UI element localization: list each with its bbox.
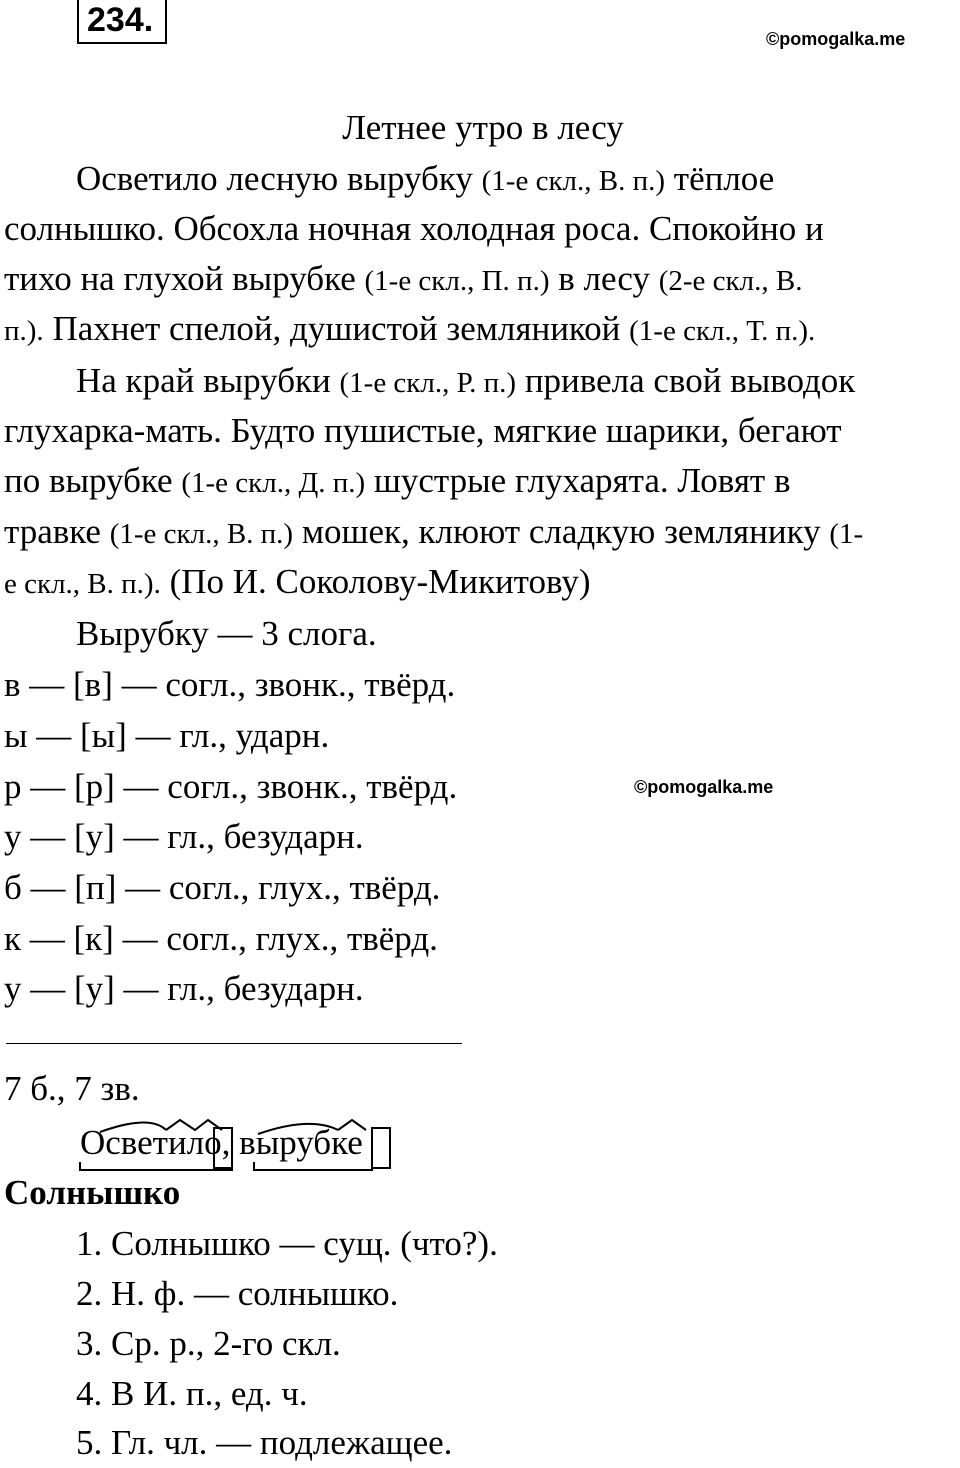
- phonetic-line: ы — [ы] — гл., ударн.: [4, 716, 330, 755]
- text-line: е скл., В. п.). (По И. Соколову-Микитову): [4, 562, 591, 601]
- text-line: по вырубке (1-е скл., Д. п.) шустрые глухарята. Ловят в: [4, 461, 791, 500]
- analysis-heading: Солнышко: [4, 1173, 181, 1212]
- divider: [6, 1043, 462, 1044]
- morphemic-words: Осветило, вырубке: [80, 1123, 363, 1162]
- analysis-item: 2. Н. ф. — солнышко.: [76, 1274, 399, 1313]
- phonetic-line: у — [у] — гл., безударн.: [4, 817, 364, 856]
- phonetic-line: в — [в] — согл., звонк., твёрд.: [4, 665, 456, 704]
- text-line: Осветило лесную вырубку (1-е скл., В. п.) тёплое: [76, 159, 775, 198]
- phonetic-line: у — [у] — гл., безударн.: [4, 969, 364, 1008]
- watermark: ©pomogalka.me: [766, 29, 906, 49]
- text-line: глухарка-мать. Будто пушистые, мягкие шарики, бегают: [4, 411, 842, 450]
- analysis-item: 1. Солнышко — сущ. (что?).: [76, 1224, 498, 1263]
- analysis-item: 5. Гл. чл. — подлежащее.: [76, 1423, 453, 1462]
- analysis-item: 4. В И. п., ед. ч.: [76, 1374, 308, 1413]
- text-line: п.). Пахнет спелой, душистой земляникой (1-е скл., Т. п.).: [4, 309, 816, 348]
- task-number: 234.: [77, 0, 167, 44]
- text-line: солнышко. Обсохла ночная холодная роса. Спокойно и: [4, 209, 824, 248]
- text-line: тихо на глухой вырубке (1-е скл., П. п.) в лесу (2-е скл., В.: [4, 259, 803, 298]
- text-line: На край вырубки (1-е скл., Р. п.) привела свой выводок: [76, 361, 856, 400]
- watermark: ©pomogalka.me: [634, 777, 774, 797]
- analysis-item: 3. Ср. р., 2-го скл.: [76, 1324, 341, 1363]
- letter-sound-count: 7 б., 7 зв.: [4, 1069, 140, 1108]
- text-line: травке (1-е скл., В. п.) мошек, клюют сладкую землянику (1-: [4, 512, 864, 551]
- phonetic-line: к — [к] — согл., глух., твёрд.: [4, 919, 438, 958]
- phonetic-line: р — [р] — согл., звонк., твёрд.: [4, 767, 458, 806]
- phonetic-line: б — [п] — согл., глух., твёрд.: [4, 868, 441, 907]
- syllable-count: Вырубку — 3 слога.: [76, 614, 377, 653]
- text-title: Летнее утро в лесу: [342, 108, 624, 147]
